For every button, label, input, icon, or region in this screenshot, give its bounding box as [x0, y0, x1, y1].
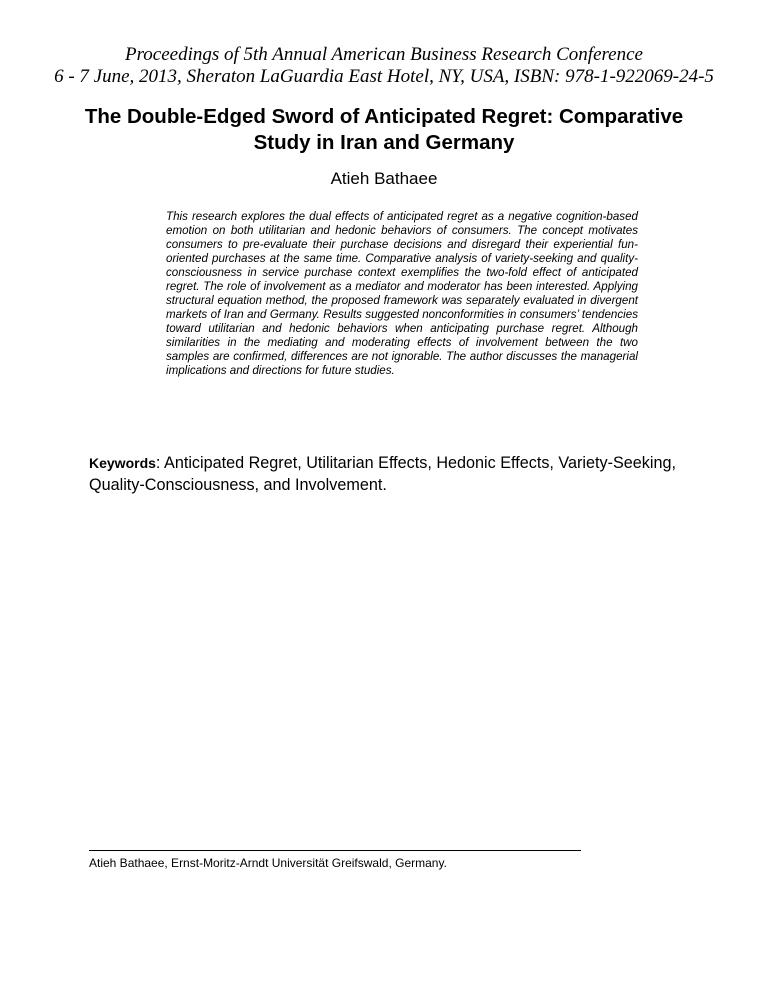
keywords-separator: :: [155, 454, 161, 472]
keywords-label: Keywords: [89, 455, 156, 471]
author-affiliation-footnote: Atieh Bathaee, Ernst-Moritz-Arndt Universität Greifswald, Germany.: [89, 856, 447, 870]
keywords: [89, 452, 679, 496]
abstract: This research explores the dual effects of anticipated regret as a negative cognition-based emotion on both utilitarian and hedonic behaviors of consumers. The concept motivates consumers to pre-evaluate their purchase decisions and disregard their experiential fun-oriented purchases at the same time. Comparative analysis of variety-seeking and quality-consciousness in service purchase context exemplifies the two-fold effect of anticipated regret. The role of involvement as a mediator and moderator has been interested. Applying structural equation method, the proposed framework was separately evaluated in divergent markets of Iran and Germany. Results suggested nonconformities in consumers’ tendencies toward utilitarian and hedonic behaviors when anticipating purchase regret. Although similarities in the mediating and moderating effects of involvement between the two samples are confirmed, differences are not ignorable. The author discusses the managerial implications and directions for future studies.: [166, 210, 638, 377]
title-line-2: Study in Iran and Germany: [253, 131, 515, 154]
footnote-divider: [89, 850, 581, 851]
header-line-2: 6 - 7 June, 2013, Sheraton LaGuardia East Hotel, NY, USA, ISBN: 978-1-922069-24-5: [54, 66, 714, 87]
header-line-1: Proceedings of 5th Annual American Business Research Conference: [124, 44, 643, 65]
title-line-1: The Double-Edged Sword of Anticipated Regret: Comparative: [84, 105, 684, 128]
paper-title: [60, 104, 708, 156]
keywords-text: Anticipated Regret, Utilitarian Effects, Hedonic Effects, Variety-Seeking, Quality-Consciousness, and Involvement.: [89, 454, 676, 494]
author-name: Atieh Bathaee: [330, 169, 438, 188]
running-header: [0, 44, 768, 88]
